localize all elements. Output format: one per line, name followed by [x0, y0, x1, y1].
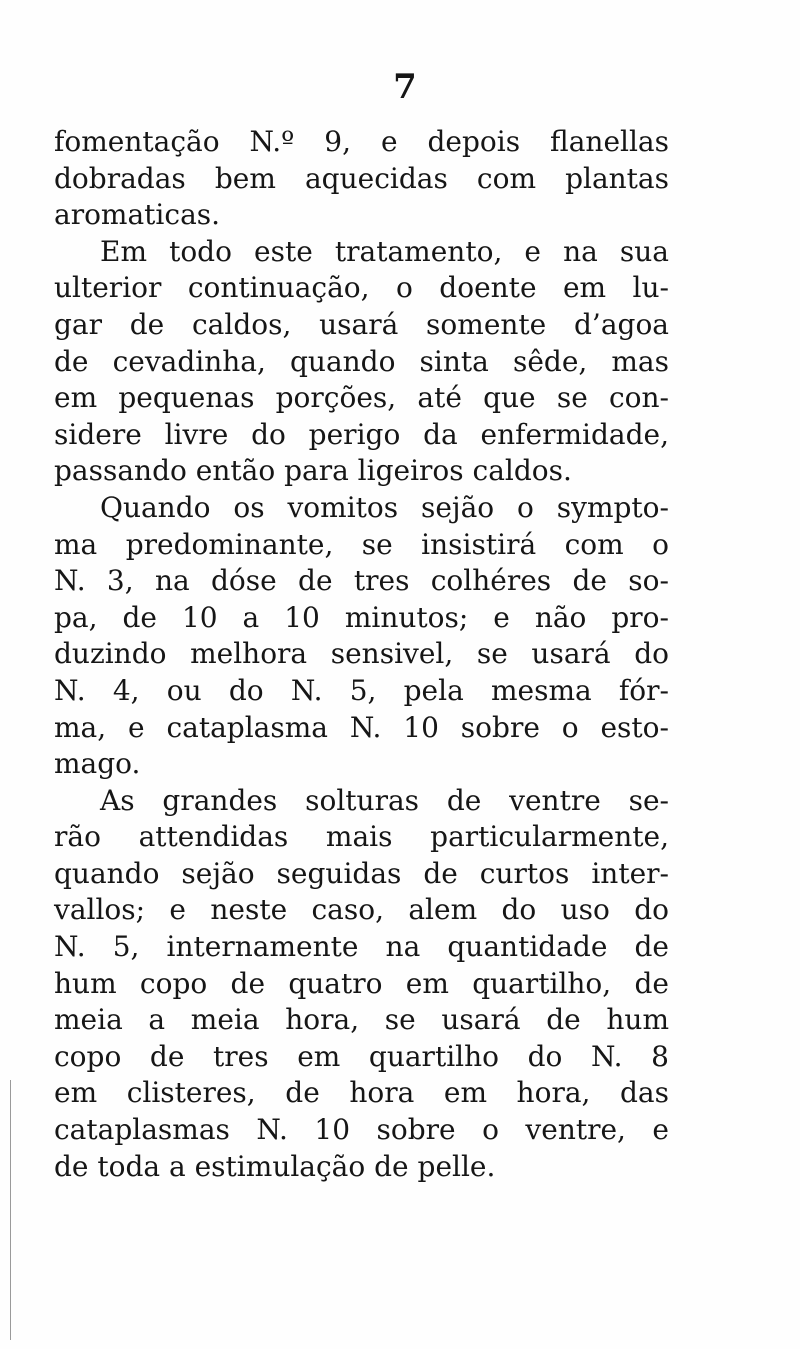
text-line: de cevadinha, quando sinta sêde, mas	[54, 344, 669, 378]
paragraph-start-line: Quando os vomitos sejão o sympto-	[100, 490, 669, 524]
text-line: rão attendidas mais particularmente,	[54, 820, 669, 854]
text-line: vallos; e neste caso, alem do uso do	[54, 893, 669, 927]
page-edge-shadow	[10, 1080, 11, 1340]
text-line: N. 3, na dóse de tres colhéres de so-	[54, 564, 669, 598]
text-line: quando sejão seguidas de curtos inter-	[54, 856, 669, 890]
text-line: ma, e cataplasma N. 10 sobre o esto-	[54, 710, 669, 744]
text-line: cataplasmas N. 10 sobre o ventre, e	[54, 1113, 669, 1147]
body-text	[54, 124, 669, 1185]
text-line: copo de tres em quartilho do N. 8	[54, 1039, 669, 1073]
text-line: de toda a estimulação de pelle.	[54, 1149, 496, 1183]
text-line: passando então para ligeiros caldos.	[54, 454, 572, 488]
text-line: dobradas bem aquecidas com plantas	[54, 161, 669, 195]
page-number: 7	[393, 67, 417, 107]
paragraph-start-line: Em todo este tratamento, e na sua	[100, 234, 669, 268]
text-line: N. 5, internamente na quantidade de	[54, 930, 669, 964]
paragraph-start-line: As grandes solturas de ventre se-	[100, 783, 669, 817]
text-line: aromaticas.	[54, 198, 221, 232]
text-line: em pequenas porções, até que se con-	[54, 381, 669, 415]
text-line: hum copo de quatro em quartilho, de	[54, 966, 669, 1000]
text-line: sidere livre do perigo da enfermidade,	[54, 417, 669, 451]
text-line: meia a meia hora, se usará de hum	[54, 1003, 669, 1037]
text-line: ma predominante, se insistirá com o	[54, 527, 669, 561]
text-line: fomentação N.º 9, e depois flanellas	[54, 125, 669, 158]
text-line: N. 4, ou do N. 5, pela mesma fór-	[54, 673, 669, 707]
text-line: gar de caldos, usará somente d’agoa	[54, 307, 669, 341]
text-line: duzindo melhora sensivel, se usará do	[54, 637, 669, 671]
text-line: em clisteres, de hora em hora, das	[54, 1076, 669, 1110]
text-line: mago.	[54, 747, 141, 781]
text-line: ulterior continuação, o doente em lu-	[54, 271, 669, 305]
text-line: pa, de 10 a 10 minutos; e não pro-	[54, 600, 669, 634]
